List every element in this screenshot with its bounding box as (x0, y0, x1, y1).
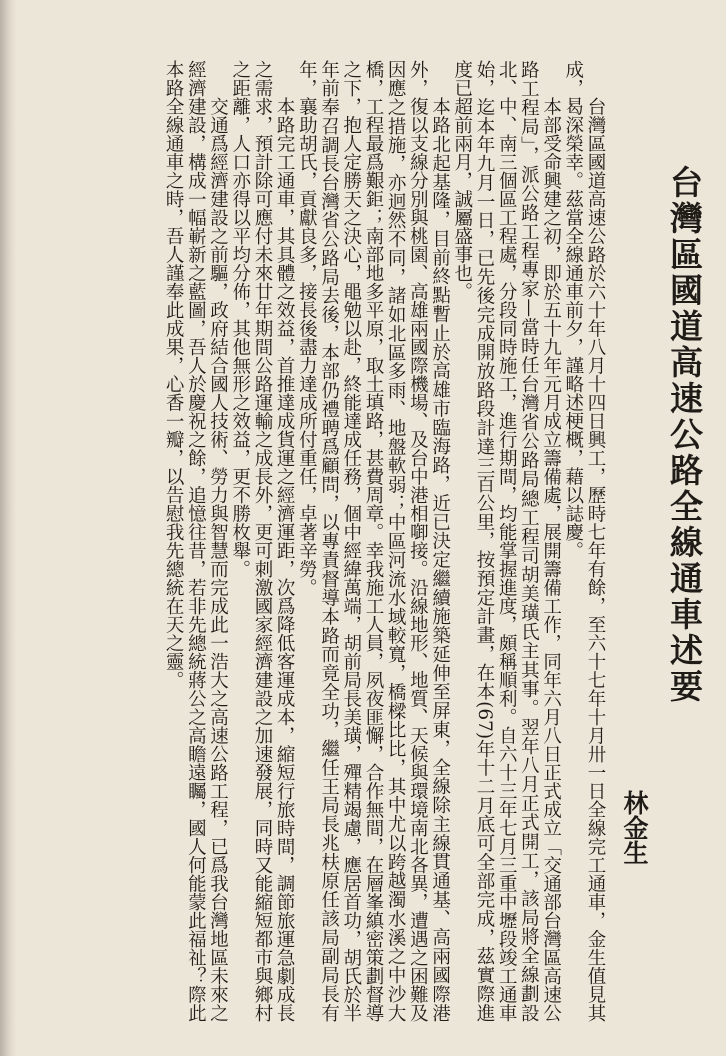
article-author: 林金生 (620, 790, 649, 865)
paragraph-3: 本路北起基隆，目前終點暫止於高雄市臨海路，近已決定繼續施築延伸至屏東，全線除主線貫通基、高兩國際港外，復以支線分別與桃園、高雄兩國際機場、及台中港相啣接。沿線地形、地質、天候與環境南北各異，遭遇之困難及因應之措施，亦迥然不同，諸如北區多雨、地盤軟弱；中區河流水域較寬，橋樑比比，其中尤以跨越濁水溪之中沙大橋，工程最爲艱鉅；南部地多平原，取土填路，甚費周章。幸我施工人員，夙夜匪懈，合作無間，在層峯縝密策劃督導之下，抱人定勝天之決心，黽勉以赴，終能達成任務，個中經緯萬端，胡前局長美璜，殫精竭慮，應居首功，胡氏於半年前奉召調長台灣省公路局去後，本部仍禮聘爲顧問，以專責督導本路而竟全功，繼任王局長兆枎原任該局副局長有年，襄助胡氏，貢獻良多，接長後盡力達成所付重任，卓著辛勞。 (296, 60, 451, 1022)
paragraph-2: 本部受命興建之初，即於五十九年元月成立籌備處，展開籌備工作，同年六月八日正式成立「交通部台灣區高速公路工程局」，派公路工程專家—當時任台灣省公路局總工程司胡美璜氏主其事。翌年八月正式開工，該局將全線劃設北、中、南三個區工程處，分段同時施工，進行期間，均能掌握進度，頗稱順利。自六十三年七月三重中壢段竣工通車始，迄本年九月一日，已先後完成開放路段計達三百公里，按預定計畫，在本(67)年十二月底可全部完成，茲實際進度已超前兩月，誠屬盛事也。 (451, 60, 562, 1022)
paragraph-4: 本路完工通車，其具體之效益，首推達成貨運之經濟運距，次爲降低客運成本，縮短行旅時間，調節旅運急劇成長之需求，預計除可應付未來廿年期間公路運輸之成長外，更可刺激國家經濟建設之加速發展，同時又能縮短都市與鄉村之距離，人口亦得以平均分佈，其他無形之效益，更不勝枚舉。 (229, 60, 296, 1022)
paragraph-5: 交通爲經濟建設之前驅，政府結合國人技術、勞力與智慧而完成此一浩大之高速公路工程，已爲我台灣地區未來之經濟建設，構成一幅嶄新之藍圖，吾人於慶祝之餘，追憶往昔，若非先總統蔣公之高瞻遠矚，國人何能蒙此福祉？際此本路全線通車之時，吾人謹奉此成果，心香一瓣，以告慰我先總統在天之靈。 (163, 60, 229, 1022)
paragraph-1: 台灣區國道高速公路於六十年八月十四日興工，歷時七年有餘，至六十七年十月卅一日全線完工通車，金生值見其成，曷深榮幸。茲當全線通車前夕，謹略述梗概，藉以誌慶。 (562, 60, 606, 1022)
article-body (8, 60, 708, 1022)
article-title: 台灣區國道高速公路全線通車述要 (665, 165, 704, 705)
